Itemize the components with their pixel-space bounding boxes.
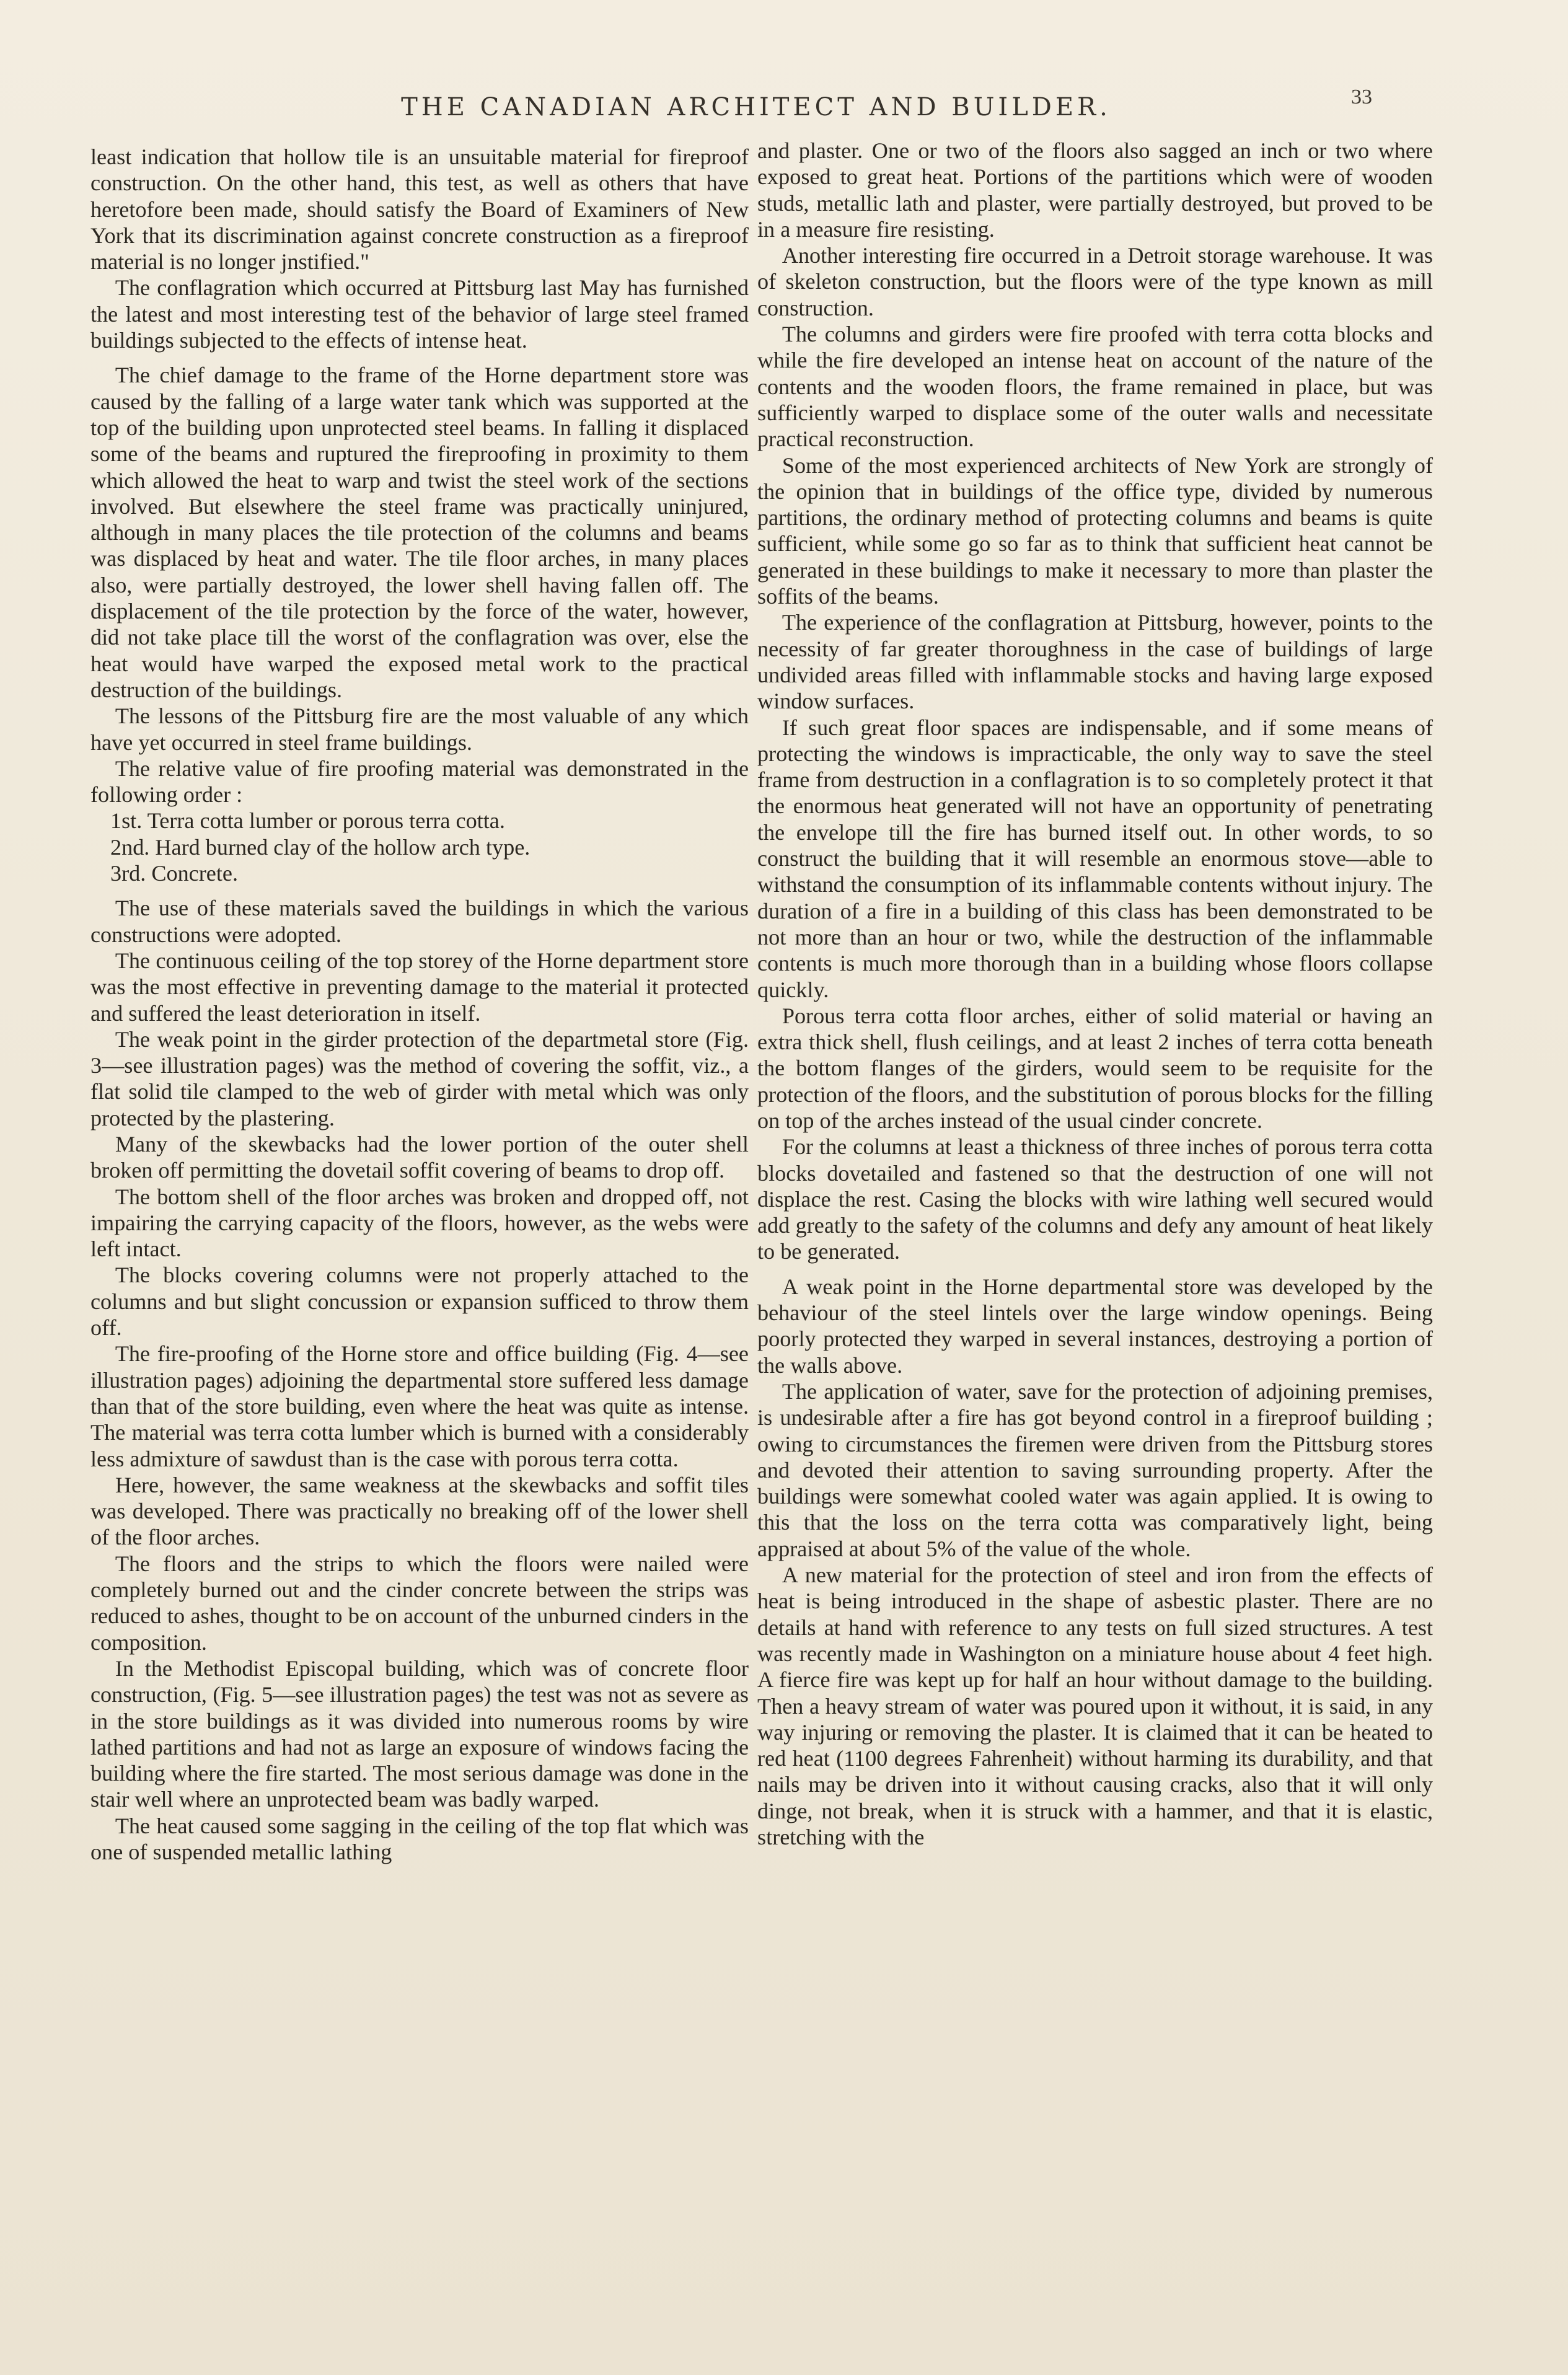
page-title: THE CANADIAN ARCHITECT AND BUILDER. (401, 93, 1111, 121)
paragraph: least indication that hollow tile is an unsuitable material for fireproof construction. On the other hand, this test, as well as others that have heretofore been made, should satisfy the Board of Examiners of New York that its discrimination against concrete construction as a fireproof material is no longer jnstified." (90, 144, 749, 275)
paragraph: The columns and girders were fire proofed with terra cotta blocks and while the fire developed an intense heat on account of the nature of the contents and the wooden floors, the frame remained in place, but was sufficiently warped to displace some of the outer walls and necessitate practical reconstruction. (757, 322, 1433, 452)
paragraph: The conflagration which occurred at Pittsburg last May has furnished the latest and most interesting test of the behavior of large steel framed buildings subjected to the effects of intense heat. (90, 275, 749, 353)
paragraph: The use of these materials saved the buildings in which the various constructions were adopted. (90, 896, 749, 947)
paragraph: The bottom shell of the floor arches was broken and dropped off, not impairing the carrying capacity of the floors, however, as the webs were left intact. (90, 1184, 749, 1262)
paragraph: The continuous ceiling of the top storey of the Horne department store was the most effective in preventing damage to the material it protected and suffered the least deterioration in itself. (90, 948, 749, 1026)
paragraph: The blocks covering columns were not properly attached to the columns and but slight concussion or expansion sufficed to throw them off. (90, 1262, 749, 1341)
paragraph: The fire-proofing of the Horne store and office building (Fig. 4—see illustration pages) adjoining the departmental store suffered less damage than that of the store building, even where the heat was quite as intense. The material was terra cotta lumber which is burned with a considerably less admixture of sawdust than is the case with porous terra cotta. (90, 1341, 749, 1471)
list-item: 3rd. Concrete. (110, 861, 238, 886)
paragraph: A new material for the protection of steel and iron from the effects of heat is being introduced in the shape of asbestic plaster. There are no details at hand with reference to any tests on full sized structures. A test was recently made in Washington on a miniature house about 4 feet high. A fierce fire was kept up for half an hour without damage to the building. Then a heavy stream of water was poured upon it without, it is said, in any way injuring or removing the plaster. It is claimed that it can be heated to red heat (1100 degrees Fahrenheit) without harming its durability, and that nails may be driven into it without causing cracks, also that it will only dinge, not break, when it is struck with a hammer, and that it is elastic, stretching with the (757, 1562, 1433, 1849)
paragraph: Many of the skewbacks had the lower portion of the outer shell broken off permitting the dovetail soffit covering of beams to drop off. (90, 1131, 749, 1183)
paragraph: Some of the most experienced architects of New York are strongly of the opinion that in buildings of the office type, divided by numerous partitions, the ordinary method of protecting columns and beams is quite sufficient, while some go so far as to think that sufficient heat cannot be generated in these buildings to make it necessary to more than plaster the soffits of the beams. (757, 452, 1433, 609)
paragraph: If such great floor spaces are indispensable, and if some means of protecting the windows is impracticable, the only way to save the steel frame from destruction in a conflagration is to so completely protect it that the enormous heat generated will not have an opportunity of penetrating the envelope till the fire has burned itself out. In other words, to so construct the building that it will resemble an enormous stove—able to withstand the consumption of its inflammable contents without injury. The duration of a fire in a building of this class has been demonstrated to be not more than an hour or two, while the destruction of the inflammable contents is much more thorough than in a building whose floors collapse quickly. (757, 715, 1433, 1002)
paragraph: The lessons of the Pittsburg fire are the most valuable of any which have yet occurred in steel frame buildings. (90, 703, 749, 755)
list-item: 1st. Terra cotta lumber or porous terra cotta. (110, 808, 505, 834)
paragraph: In the Methodist Episcopal building, which was of concrete floor construction, (Fig. 5—see illustration pages) the test was not as severe as in the store buildings as it was divided into numerous rooms by wire lathed partitions and had not as large an exposure of windows facing the building where the fire started. The most serious damage was done in the stair well where an unprotected beam was badly warped. (90, 1655, 749, 1812)
paragraph: The floors and the strips to which the floors were nailed were completely burned out and the cinder concrete between the strips was reduced to ashes, thought to be on account of the unburned cinders in the composition. (90, 1551, 749, 1655)
paragraph: The experience of the conflagration at Pittsburg, however, points to the necessity of far greater thoroughness in the case of buildings of large undivided areas filled with inflammable stocks and having large exposed window surfaces. (757, 610, 1433, 714)
paragraph: and plaster. One or two of the floors also sagged an inch or two where exposed to great heat. Portions of the partitions which were of wooden studs, metallic lath and plaster, were partially destroyed, but proved to be in a measure fire resisting. (757, 138, 1433, 242)
paragraph: The application of water, save for the protection of adjoining premises, is undesirable after a fire has got beyond control in a fireproof building ; owing to circumstances the firemen were driven from the Pittsburg stores and devoted their attention to saving surrounding property. After the buildings were somewhat cooled water was again applied. It is owing to this that the loss on the terra cotta was comparatively light, being appraised at about 5% of the value of the whole. (757, 1378, 1433, 1561)
list-item: 2nd. Hard burned clay of the hollow arch type. (110, 834, 531, 860)
paragraph: Another interesting fire occurred in a Detroit storage warehouse. It was of skeleton construction, but the floors were of the type known as mill construction. (757, 243, 1433, 320)
left-column (90, 144, 749, 1865)
paragraph: Here, however, the same weakness at the skewbacks and soffit tiles was developed. There was practically no breaking off of the lower shell of the floor arches. (90, 1472, 749, 1550)
page-number: 33 (1351, 86, 1372, 108)
paragraph: A weak point in the Horne departmental store was developed by the behaviour of the steel lintels over the large window openings. Being poorly protected they warped in several instances, destroying a portion of the walls above. (757, 1274, 1433, 1378)
paragraph: The relative value of fire proofing material was demonstrated in the following order : (90, 756, 749, 808)
paragraph: The heat caused some sagging in the ceiling of the top flat which was one of suspended metallic lathing (90, 1813, 749, 1864)
paragraph: The weak point in the girder protection of the departmetal store (Fig. 3—see illustration pages) was the method of covering the soffit, viz., a flat solid tile clamped to the web of girder with metal which was only protected by the plastering. (90, 1026, 749, 1130)
paragraph: The chief damage to the frame of the Horne department store was caused by the falling of a large water tank which was supported at the top of the building upon unprotected steel beams. In falling it displaced some of the beams and ruptured the fireproofing in proximity to them which allowed the heat to warp and twist the steel work of the sections involved. But elsewhere the steel frame was practically uninjured, although in many places the tile protection of the columns and beams was displaced by heat and water. The tile floor arches, in many places also, were partially destroyed, the lower shell having fallen off. The displacement of the tile protection by the force of the water, however, did not take place till the worst of the conflagration was over, else the heat would have warped the exposed metal work to the practical destruction of the buildings. (90, 363, 749, 702)
paragraph: For the columns at least a thickness of three inches of porous terra cotta blocks dovetailed and fastened so that the destruction of one will not displace the rest. Casing the blocks with wire lathing well secured would add greatly to the safety of the columns and defy any amount of heat likely to be generated. (757, 1134, 1433, 1264)
right-column (757, 138, 1433, 1850)
paragraph: Porous terra cotta floor arches, either of solid material or having an extra thick shell, flush ceilings, and at least 2 inches of terra cotta beneath the bottom flanges of the girders, would seem to be requisite for the protection of the floors, and the substitution of porous blocks for the filling on top of the arches instead of the usual cinder concrete. (757, 1003, 1433, 1133)
